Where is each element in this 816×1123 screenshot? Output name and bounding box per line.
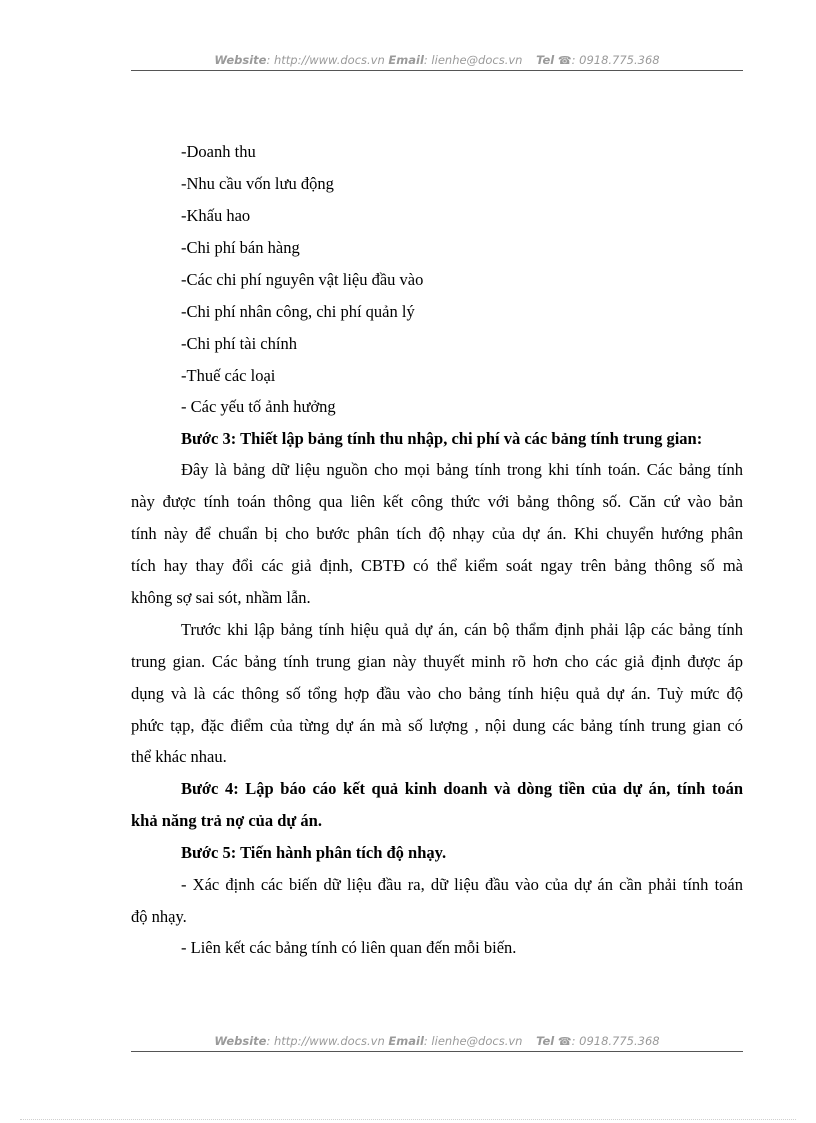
page-edge-divider xyxy=(20,1119,796,1120)
list-item: - Các yếu tố ảnh hưởng xyxy=(181,397,336,416)
list-item: -Chi phí bán hàng xyxy=(181,238,300,257)
header-rule xyxy=(131,70,743,71)
step3-para1-line: tính này để chuẩn bị cho bước phân tích độ nhạy của dự án. Khi chuyển hướng phân xyxy=(131,524,743,543)
footer-email-label: Email xyxy=(388,1034,424,1048)
list-item: -Các chi phí nguyên vật liệu đầu vào xyxy=(181,270,424,289)
step3-para1-line: này được tính toán thông qua liên kết công thức với bảng thông số. Căn cứ vào bản xyxy=(131,492,743,511)
step3-para1-line: Đây là bảng dữ liệu nguồn cho mọi bảng tính trong khi tính toán. Các bảng tính xyxy=(181,460,743,479)
header-email-label: Email xyxy=(388,53,424,67)
step5-heading: Bước 5: Tiến hành phân tích độ nhạy. xyxy=(181,843,447,862)
phone-icon: ☎ xyxy=(557,54,572,67)
step3-para1-line: tích hay thay đổi các giả định, CBTĐ có thể kiểm soát ngay trên bảng thông số mà xyxy=(131,556,743,575)
step3-para2-line: trung gian. Các bảng tính trung gian này thuyết minh rõ hơn cho các giả định được áp xyxy=(131,652,743,671)
footer-rule xyxy=(131,1051,743,1052)
list-item: -Chi phí nhân công, chi phí quản lý xyxy=(181,302,415,321)
footer-tel-label: Tel xyxy=(536,1034,555,1048)
step5-item: - Liên kết các bảng tính có liên quan đến mỗi biến. xyxy=(181,938,517,957)
header-tel-value: : 0918.775.368 xyxy=(571,53,660,67)
list-item: -Chi phí tài chính xyxy=(181,334,297,353)
page-footer xyxy=(131,1033,743,1049)
step5-item: - Xác định các biến dữ liệu đầu ra, dữ liệu đầu vào của dự án cần phải tính toán xyxy=(181,875,743,894)
footer-tel-value: : 0918.775.368 xyxy=(571,1034,660,1048)
list-item: -Khấu hao xyxy=(181,206,251,225)
step3-heading: Bước 3: Thiết lập bảng tính thu nhập, chi phí và các bảng tính trung gian: xyxy=(181,429,703,448)
step3-para2-line: phức tạp, đặc điểm của từng dự án mà số lượng , nội dung các bảng tính trung gian có xyxy=(131,716,743,735)
list-item: -Doanh thu xyxy=(181,142,256,161)
step4-heading: Bước 4: Lập báo cáo kết quả kinh doanh và dòng tiền của dự án, tính toán xyxy=(181,779,743,798)
step5-item-cont: độ nhạy. xyxy=(131,907,187,926)
footer-email-link[interactable]: : lienhe@docs.vn xyxy=(423,1034,523,1048)
header-tel-label: Tel xyxy=(536,53,555,67)
list-item: -Thuế các loại xyxy=(181,366,276,385)
footer-website-label: Website xyxy=(214,1034,267,1048)
phone-icon: ☎ xyxy=(557,1035,572,1048)
step3-para2-line: Trước khi lập bảng tính hiệu quả dự án, cán bộ thẩm định phải lập các bảng tính xyxy=(181,620,743,639)
header-website-label: Website xyxy=(214,53,267,67)
step3-para2-line: dụng và là các thông số tổng hợp đầu vào cho bảng tính hiệu quả dự án. Tuỳ mức độ xyxy=(131,684,743,703)
page-header xyxy=(131,52,743,68)
footer-website-link[interactable]: : http://www.docs.vn xyxy=(266,1034,385,1048)
step3-para1-line: không sợ sai sót, nhầm lẫn. xyxy=(131,588,311,607)
header-email-link[interactable]: : lienhe@docs.vn xyxy=(423,53,523,67)
step4-heading-cont: khả năng trả nợ của dự án. xyxy=(131,811,322,830)
header-website-link[interactable]: : http://www.docs.vn xyxy=(266,53,385,67)
step3-para2-line: thể khác nhau. xyxy=(131,747,227,766)
list-item: -Nhu cầu vốn lưu động xyxy=(181,174,334,193)
